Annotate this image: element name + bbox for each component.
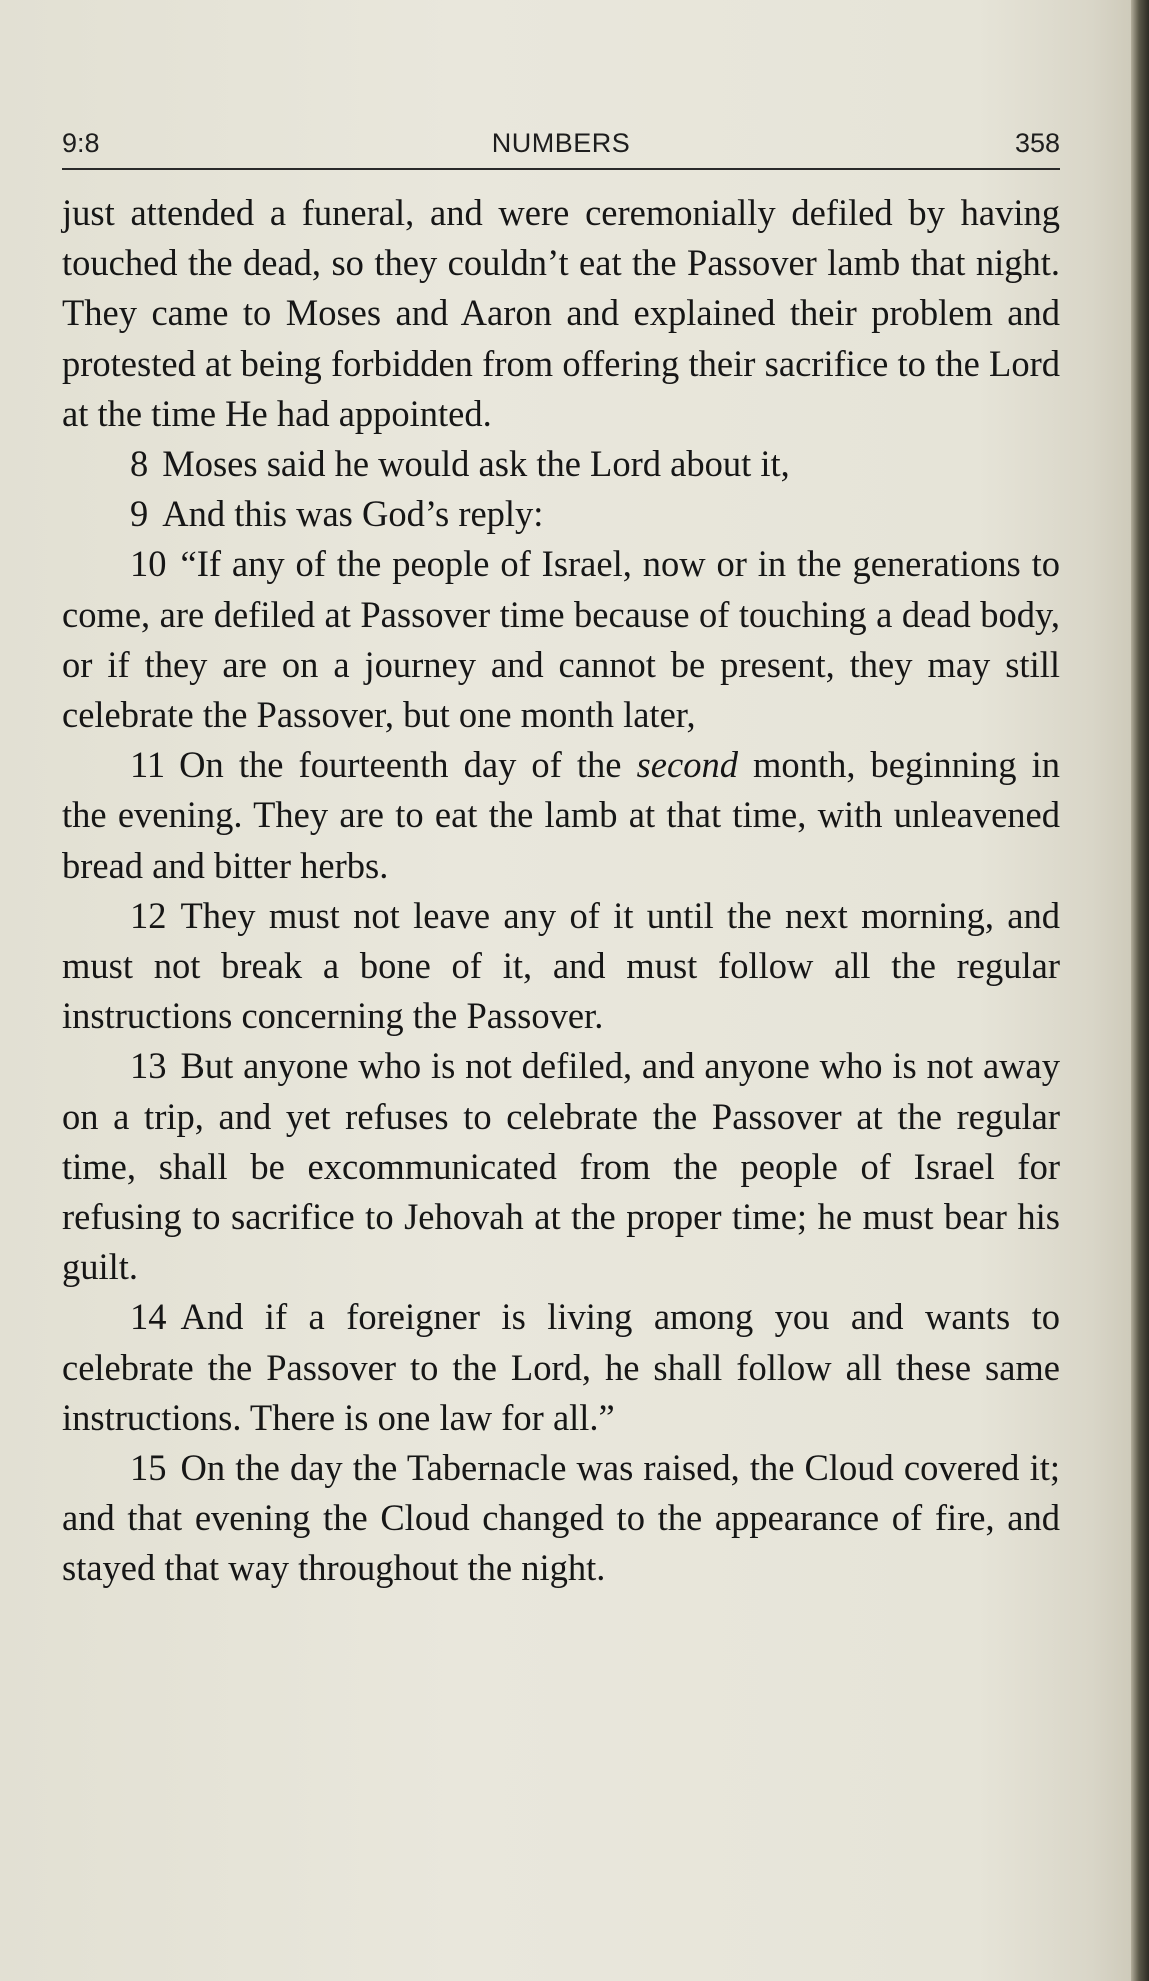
verse-15 (62, 1443, 1060, 1594)
verse-number: 13 (130, 1045, 167, 1087)
chapter-verse-reference: 9:8 (62, 128, 100, 158)
verse-text: But anyone who is not defiled, and anyone who is not away on a trip, and yet refuses to celebrate the Passover at the regular time, shall be excommunicated from the people of Israel for refusing to sacrifice to Jehovah at the proper time; he must bear his guilt. (62, 1045, 1060, 1288)
verse-text: month, beginning in the evening. They are to eat the lamb at that time, with unleavened bread and bitter herbs. (62, 744, 1061, 886)
body-text (62, 188, 1060, 1594)
verse-text: They must not leave any of it until the next morning, and must not break a bone of it, and must follow all the regular instructions concerning the Passover. (62, 894, 1060, 1037)
verse-text: “If any of the people of Israel, now or in the generations to come, are defiled at Passover time because of touching a dead body, or if they are on a journey and cannot be present, they may still celebrate the Passover, but one month later, (62, 543, 1060, 736)
verse-number: 8 (130, 443, 149, 485)
verse-number: 15 (130, 1447, 167, 1489)
verse-text-italic: second (636, 744, 738, 786)
verse-12 (62, 891, 1060, 1042)
verse-text: Moses said he would ask the Lord about it, (162, 443, 790, 485)
verse-number: 10 (130, 543, 167, 585)
verse-number: 14 (130, 1296, 167, 1338)
verse-number: 11 (130, 744, 166, 786)
paragraph-continuation (62, 188, 1060, 439)
page-binding-edge (1131, 0, 1149, 1981)
verse-10 (62, 539, 1060, 740)
verse-8 (62, 439, 1060, 489)
verse-11 (62, 740, 1060, 891)
verse-number: 12 (130, 894, 167, 936)
verse-text: On the fourteenth day of the (179, 744, 637, 786)
verse-text: On the day the Tabernacle was raised, the Cloud covered it; and that evening the Cloud changed to the appearance of fire, and stayed that way throughout the night. (62, 1447, 1060, 1589)
verse-13 (62, 1041, 1060, 1292)
running-header (62, 128, 1060, 170)
verse-9 (62, 489, 1060, 539)
page-number: 358 (1014, 128, 1060, 158)
verse-text: just attended a funeral, and were ceremonially defiled by having touched the dead, so they couldn’t eat the Passover lamb that night. They came to Moses and Aaron and explained their problem and protested at being forbidden from offering their sacrifice to the Lord at the time He had appointed. (62, 192, 1060, 434)
verse-text: And this was God’s reply: (162, 493, 544, 535)
book-title: NUMBERS (491, 128, 631, 158)
verse-number: 9 (130, 493, 149, 535)
verse-text: And if a foreigner is living among you and wants to celebrate the Passover to the Lord, he shall follow all these same instructions. There is one law for all.” (62, 1296, 1060, 1438)
verse-14 (62, 1292, 1060, 1443)
